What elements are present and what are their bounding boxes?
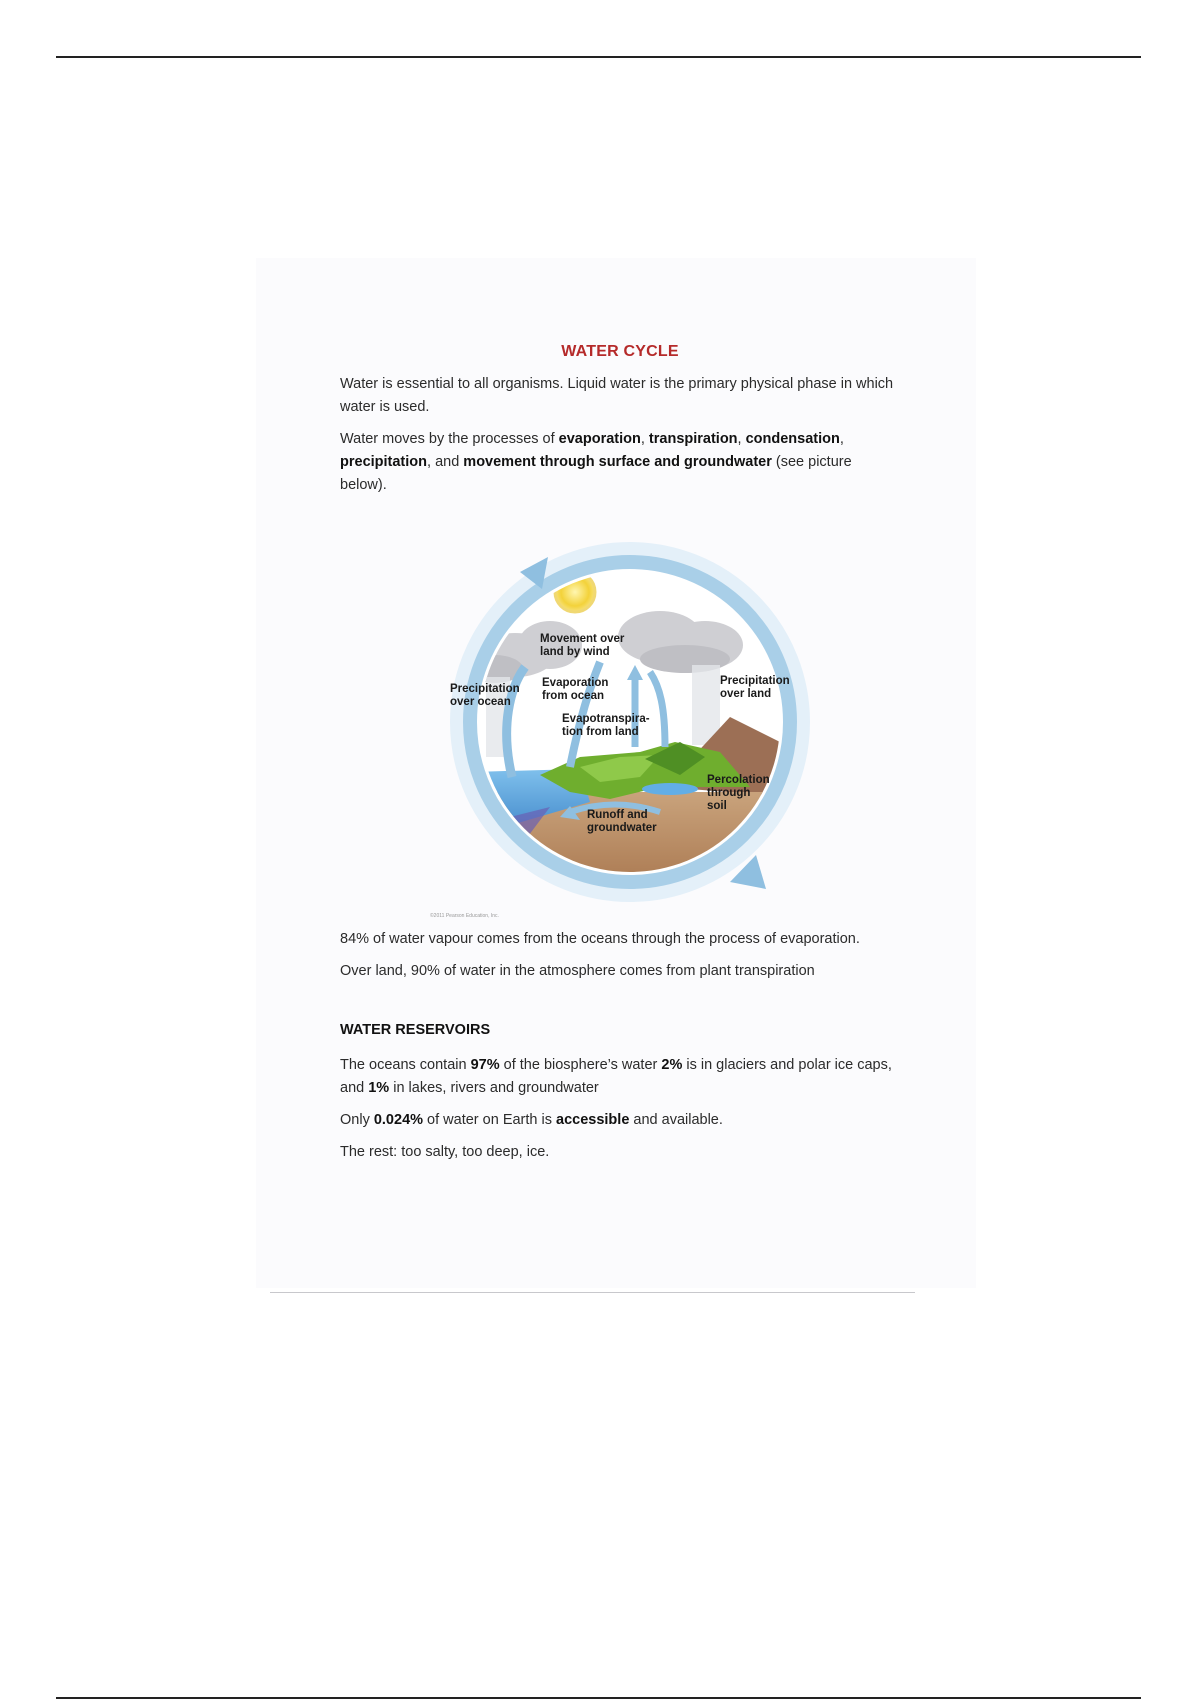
text: of the biosphere’s water	[499, 1057, 662, 1073]
term-movement: movement through surface and groundwater	[463, 454, 772, 470]
label-wind: Movement over land by wind	[540, 633, 625, 658]
intro-paragraph: Water is essential to all organisms. Liquid water is the primary physical phase in which water is used.	[340, 376, 894, 415]
term-evaporation: evaporation	[558, 431, 641, 447]
document-body	[340, 340, 900, 1173]
text: The oceans contain	[340, 1057, 471, 1073]
figure-credit: ©2011 Pearson Education, Inc.	[430, 913, 499, 919]
sep: ,	[737, 431, 746, 447]
processes-lead: Water moves by the processes of	[340, 431, 559, 447]
pct-lakes: 1%	[368, 1080, 390, 1096]
processes-tail: (see picture below).	[340, 454, 852, 493]
reservoirs-line-2	[340, 1109, 900, 1132]
page-title: WATER CYCLE	[561, 343, 679, 360]
bottom-rule	[56, 1697, 1141, 1699]
reservoirs-line-1	[340, 1054, 900, 1100]
text: is in glaciers and polar ice caps, and	[340, 1057, 892, 1096]
pct-accessible: 0.024%	[373, 1112, 424, 1128]
sep: ,	[839, 431, 844, 447]
text: Only	[340, 1112, 374, 1128]
fact-transpiration: Over land, 90% of water in the atmosphere comes from plant transpiration	[340, 963, 815, 979]
reservoirs-line-3: The rest: too salty, too deep, ice.	[340, 1144, 550, 1160]
processes-paragraph	[340, 428, 900, 497]
term-transpiration: transpiration	[648, 431, 738, 447]
top-rule	[56, 56, 1141, 58]
term-condensation: condensation	[745, 431, 840, 447]
label-runoff: Runoff and groundwater	[587, 809, 657, 834]
pct-oceans: 97%	[470, 1057, 500, 1073]
label-evapotranspiration: Evapotranspira- tion from land	[562, 713, 650, 738]
term-precipitation: precipitation	[340, 454, 428, 470]
label-precipitation-land: Precipitation over land	[720, 675, 790, 700]
section-heading-reservoirs: WATER RESERVOIRS	[340, 1022, 491, 1038]
sep: ,	[640, 431, 649, 447]
sep: , and	[427, 454, 464, 470]
term-accessible: accessible	[556, 1112, 630, 1128]
text: and available.	[629, 1112, 723, 1128]
card-divider	[270, 1292, 915, 1293]
pct-glaciers: 2%	[661, 1057, 683, 1073]
water-cycle-diagram	[430, 537, 830, 922]
text: in lakes, rivers and groundwater	[389, 1080, 599, 1096]
text: of water on Earth is	[423, 1112, 557, 1128]
fact-evaporation: 84% of water vapour comes from the oceans through the process of evaporation.	[340, 931, 860, 947]
label-percolation: Percolation through soil	[707, 774, 770, 812]
label-precipitation-ocean: Precipitation over ocean	[450, 683, 520, 708]
label-evaporation-ocean: Evaporation from ocean	[542, 677, 609, 702]
